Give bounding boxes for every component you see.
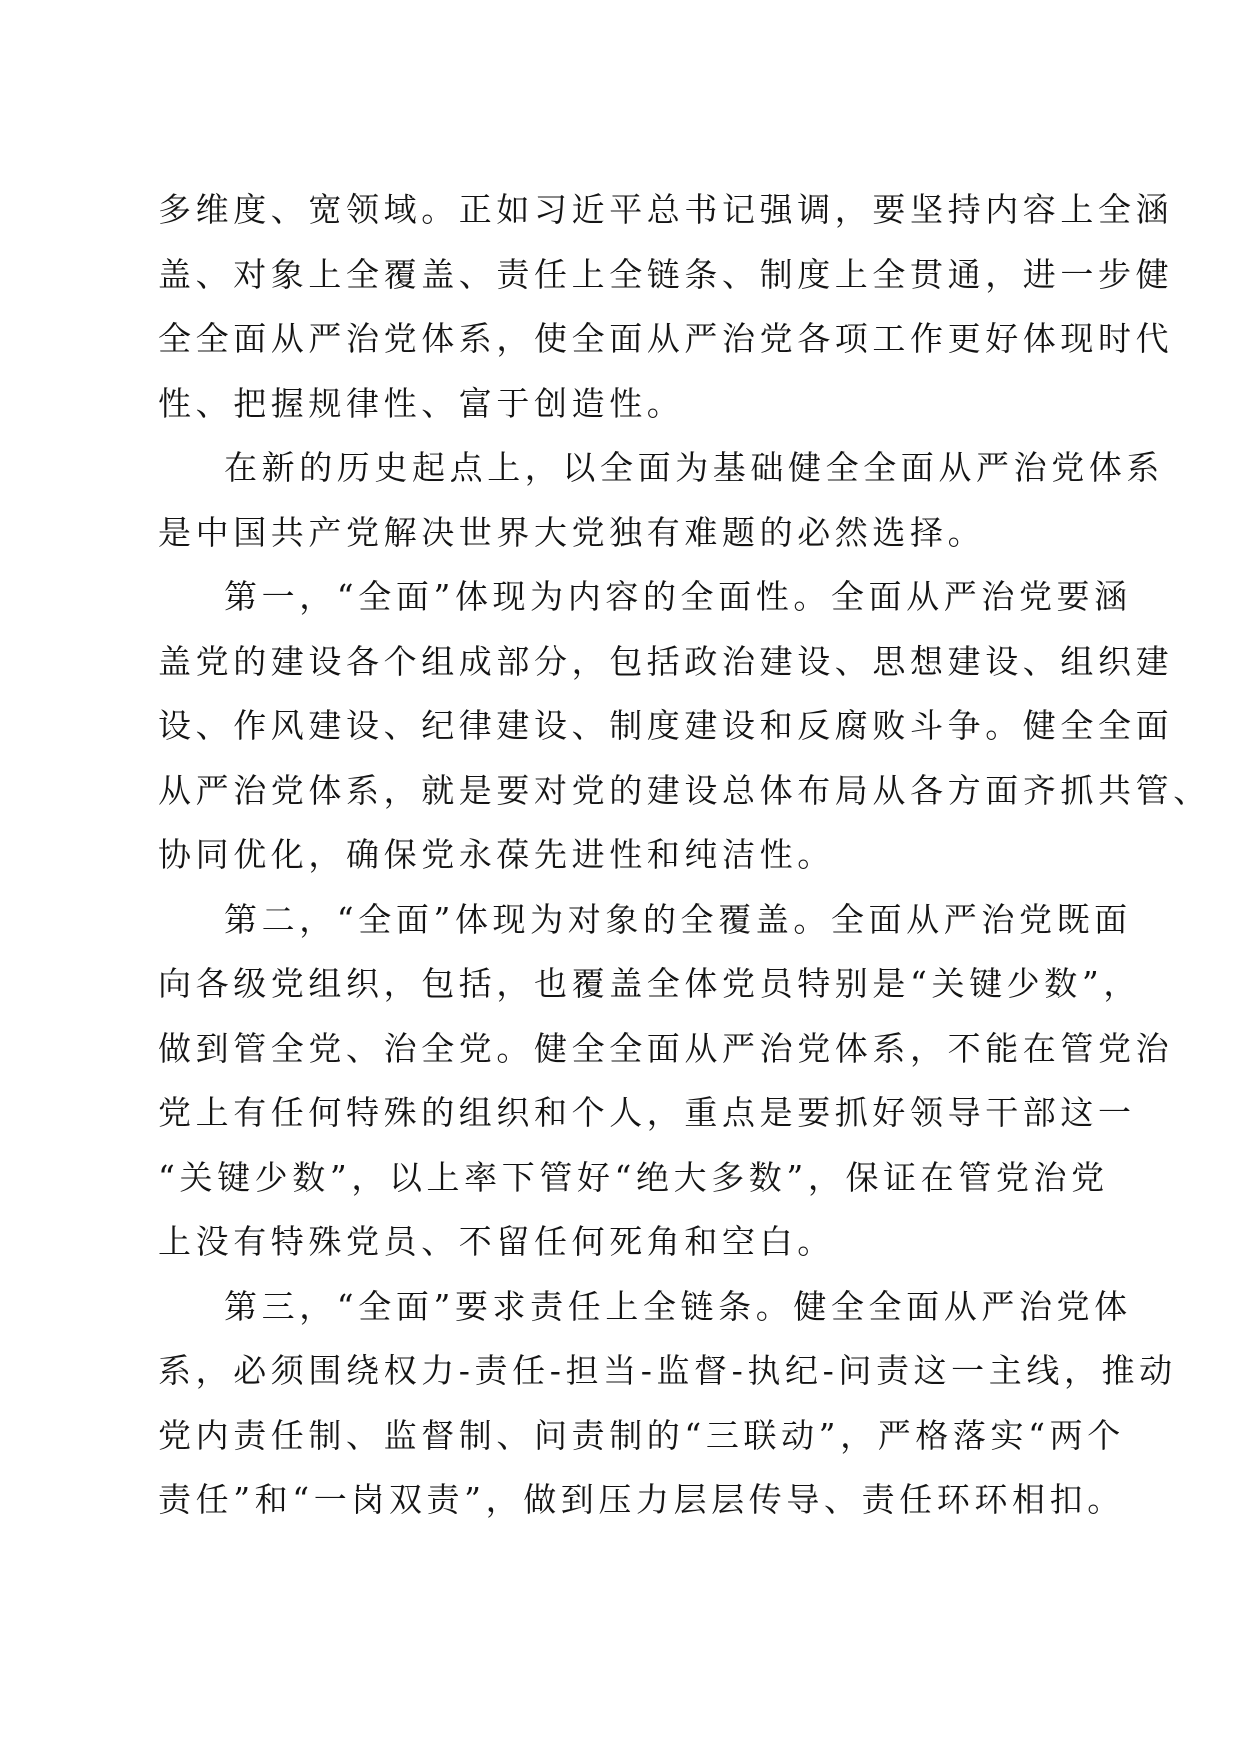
paragraph-first-line: 在新的历史起点上，以全面为基础健全全面从严治党体系 xyxy=(224,448,1164,487)
text-line: 是中国共产党解决世界大党独有难题的必然选择。 xyxy=(158,512,986,552)
paragraph-first-line: 第三，“全面”要求责任上全链条。健全全面从严治党体 xyxy=(224,1286,1132,1326)
text-line: 全全面从严治党体系，使全面从严治党各项工作更好体现时代 xyxy=(158,319,1174,358)
text-line: 向各级党组织，包括，也覆盖全体党员特别是“关键少数”， xyxy=(158,964,1141,1003)
text-line: 上没有特殊党员、不留任何死角和空白。 xyxy=(158,1222,835,1261)
text-line: 做到管全党、治全党。健全全面从严治党体系，不能在管党治 xyxy=(158,1028,1174,1068)
text-line: 盖党的建设各个组成部分，包括政治建设、思想建设、组织建 xyxy=(158,641,1174,681)
text-line: 盖、对象上全覆盖、责任上全链条、制度上全贯通，进一步健 xyxy=(158,254,1174,294)
text-line: 责任”和“一岗双责”，做到压力层层传导、责任环环相扣。 xyxy=(158,1480,1125,1519)
body-text xyxy=(158,178,1211,1533)
text-line: 协同优化，确保党永葆先进性和纯洁性。 xyxy=(158,835,835,874)
paragraph-first-line: 第二，“全面”体现为对象的全覆盖。全面从严治党既面 xyxy=(224,899,1132,939)
text-line: 党上有任何特殊的组织和个人，重点是要抓好领导干部这一 xyxy=(158,1093,1136,1132)
text-line: 系，必须围绕权力-责任-担当-监督-执纪-问责这一主线，推动 xyxy=(158,1351,1177,1390)
paragraph-first-line: 第一，“全面”体现为内容的全面性。全面从严治党要涵 xyxy=(224,577,1132,616)
text-line: 性、把握规律性、富于创造性。 xyxy=(158,383,685,423)
text-line: 多维度、宽领域。正如习近平总书记强调，要坚持内容上全涵 xyxy=(158,190,1174,229)
text-line: “关键少数”，以上率下管好“绝大多数”，保证在管党治党 xyxy=(158,1157,1109,1197)
text-line: 设、作风建设、纪律建设、制度建设和反腐败斗争。健全全面 xyxy=(158,706,1174,745)
text-line: 党内责任制、监督制、问责制的“三联动”，严格落实“两个 xyxy=(158,1415,1125,1455)
text-line: 从严治党体系，就是要对党的建设总体布局从各方面齐抓共管、 xyxy=(158,770,1211,810)
